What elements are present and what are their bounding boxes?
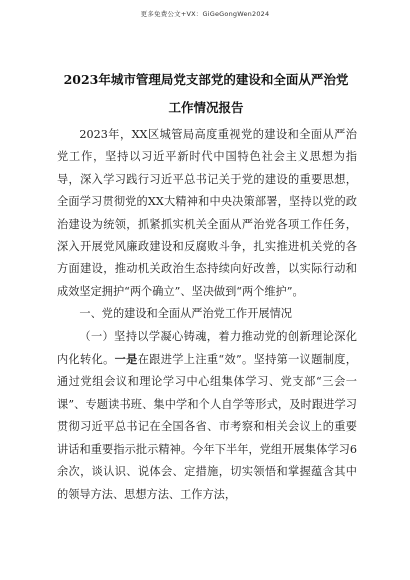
subsection-heading-1: （一）坚持以学凝心铸魂，着力推动党的创新理论深化内化转化。 [57, 329, 357, 367]
paragraph-4-text: 在跟进学上注重“效”。坚持第一议题制度，通过党组会议和理论学习中心组集体学习、党支部“三会一课”、专题读书班、集中学和个人自学等形式，及时跟进学习贯彻习近平总书记在全国各省、市考察和相关会议上的重要讲话和重要指示批示精神。今年下半年，党组开展集体学习6余次，谈认识、说体会、定措施，切实领悟和掌握蕴含其中的领导方法、思想方法、工作方法， [57, 353, 357, 501]
bold-lead: 一是 [114, 352, 138, 367]
paragraph-intro: 2023年，XX区城管局高度重视党的建设和全面从严治党工作，坚持以习近平新时代中国特色社会主义思想为指导，深入学习践行习近平总书记关于党的建设的重要思想，全面学习贯彻党的XX大精神和中央决策部署，坚持以党的政治建设为统领，抓紧抓实机关全面从严治党各项工作任务，深入开展党风廉政建设和反腐败斗争，扎实推进机关党的各方面建设，推动机关政治生态持续向好改善，以实际行动和成效坚定拥护“两个确立”、坚决做到“两个维护”。 [57, 128, 357, 298]
section-heading-1: 一、党的建设和全面从严治党工作开展情况 [79, 307, 292, 321]
paragraph-4 [57, 326, 357, 506]
document-body [57, 124, 357, 506]
header-note: 更多免费公文+VX：GiGeGongWen2024 [140, 10, 270, 18]
document-title: 2023年城市管理局党支部党的建设和全面从严治党工作情况报告 [63, 72, 349, 115]
